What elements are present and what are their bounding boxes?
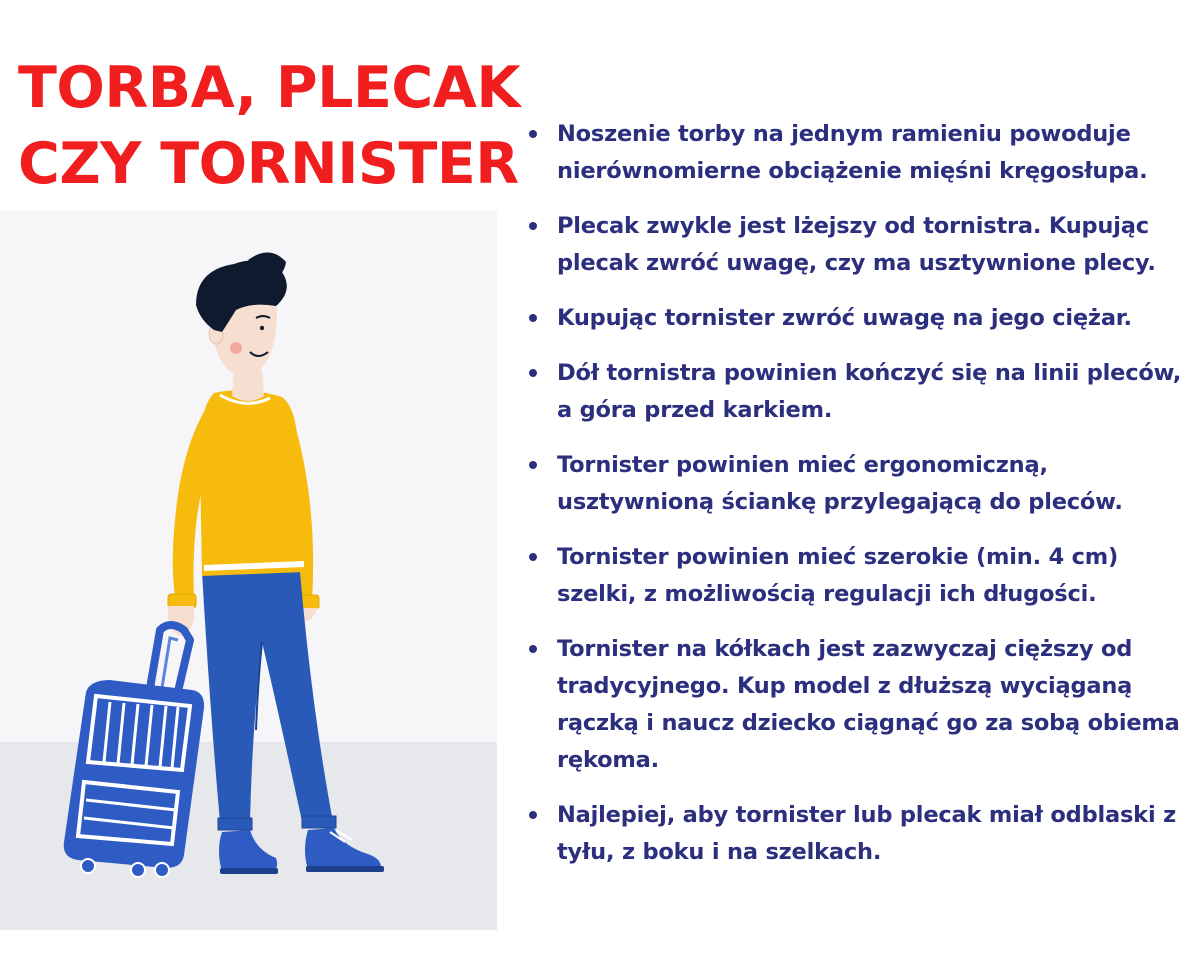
list-item bbox=[525, 208, 1185, 282]
bullet-icon bbox=[529, 461, 537, 469]
person-with-suitcase-illustration bbox=[0, 210, 497, 930]
tip-text: Kupując tornister zwróć uwagę na jego ciężar. bbox=[557, 305, 1132, 331]
tip-text: Tornister powinien mieć szerokie (min. 4 cm) szelki, z możliwością regulacji ich długości. bbox=[557, 544, 1119, 607]
right-shoe-sole bbox=[306, 866, 384, 872]
bullet-icon bbox=[529, 314, 537, 322]
bullet-icon bbox=[529, 222, 537, 230]
tip-text: Tornister na kółkach jest zazwyczaj cięższy od tradycyjnego. Kup model z dłuższą wyciąganą rączką i naucz dziecko ciągnąć go za sobą obiema rękoma. bbox=[557, 636, 1180, 773]
suitcase-wheel-3 bbox=[155, 863, 169, 877]
sweater-hem bbox=[204, 564, 304, 568]
suitcase-wheel-2 bbox=[131, 863, 145, 877]
list-item bbox=[525, 447, 1185, 521]
bullet-icon bbox=[529, 811, 537, 819]
left-jeans-cuff bbox=[218, 818, 252, 830]
tip-text: Tornister powinien mieć ergonomiczną, usztywnioną ściankę przylegającą do pleców. bbox=[557, 452, 1123, 515]
left-shoe-sole bbox=[220, 868, 278, 874]
tip-text: Dół tornistra powinien kończyć się na linii pleców, a góra przed karkiem. bbox=[557, 360, 1182, 423]
tip-text: Noszenie torby na jednym ramieniu powoduje nierównomierne obciążenie mięśni kręgosłupa. bbox=[557, 121, 1148, 184]
tips-list bbox=[525, 116, 1185, 889]
list-item bbox=[525, 355, 1185, 429]
person-eye bbox=[260, 326, 264, 330]
person-cheek bbox=[230, 342, 242, 354]
person-front-cuff bbox=[168, 594, 196, 608]
list-item bbox=[525, 116, 1185, 190]
title-line-1: TORBA, PLECAK bbox=[18, 55, 520, 121]
list-item bbox=[525, 300, 1185, 337]
tip-text: Najlepiej, aby tornister lub plecak miał odblaski z tyłu, z boku i na szelkach. bbox=[557, 802, 1176, 865]
suitcase-wheel-1 bbox=[81, 859, 95, 873]
bullet-icon bbox=[529, 645, 537, 653]
right-jeans-cuff bbox=[302, 816, 336, 828]
list-item bbox=[525, 631, 1185, 779]
bullet-icon bbox=[529, 130, 537, 138]
list-item bbox=[525, 797, 1185, 871]
illustration-svg bbox=[0, 210, 497, 930]
bullet-icon bbox=[529, 553, 537, 561]
title-line-2: CZY TORNISTER bbox=[18, 131, 519, 197]
bullet-icon bbox=[529, 369, 537, 377]
page-title bbox=[18, 50, 520, 202]
tip-text: Plecak zwykle jest lżejszy od tornistra. Kupując plecak zwróć uwagę, czy ma usztywnione plecy. bbox=[557, 213, 1156, 276]
list-item bbox=[525, 539, 1185, 613]
